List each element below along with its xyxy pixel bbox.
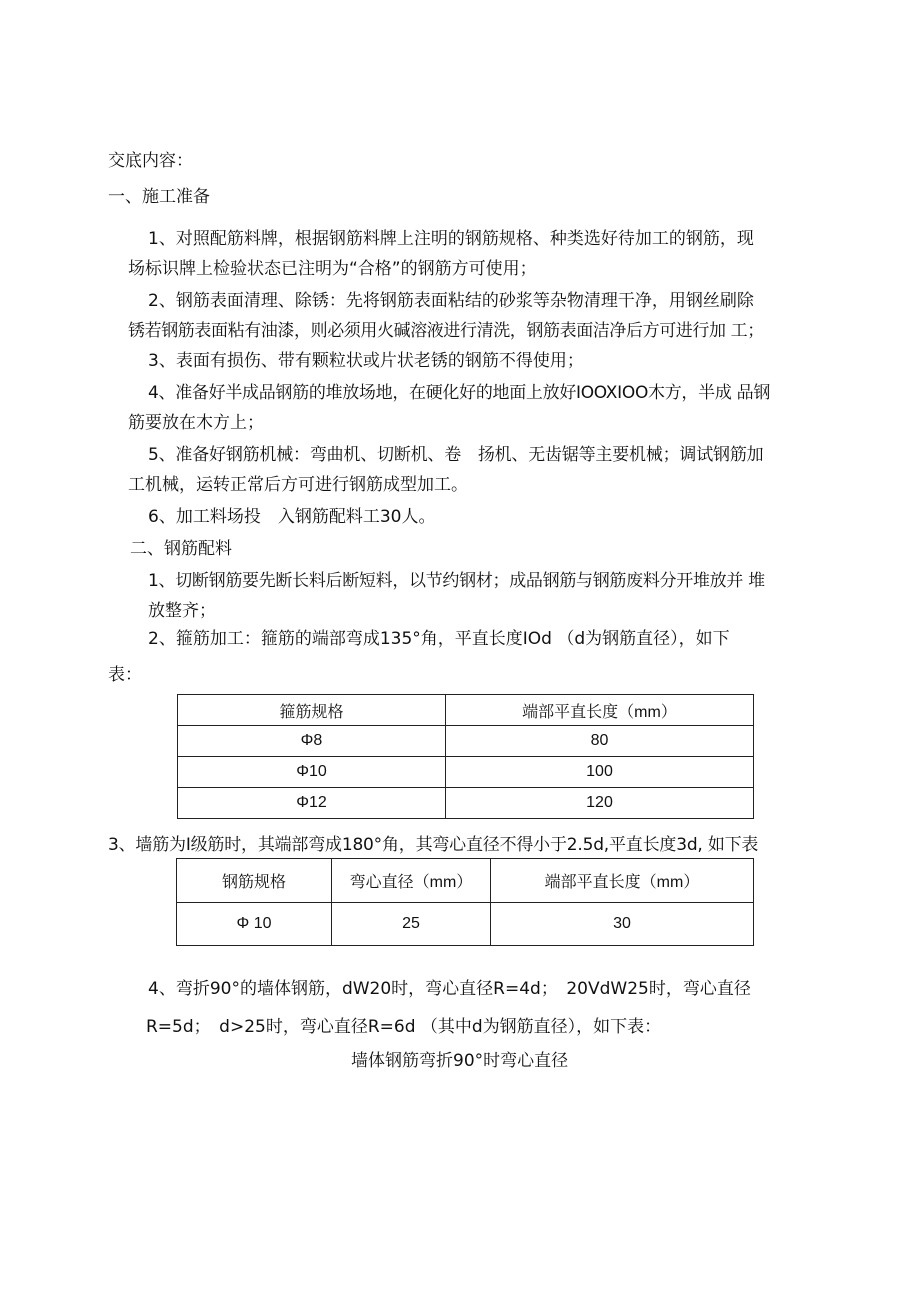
table-header-cell: 箍筋规格 [178,695,446,726]
table-header-cell: 钢筋规格 [177,859,332,903]
table-header-cell: 端部平直长度（mm） [491,859,754,903]
s1-item5-line1: 5、准备好钢筋机械：弯曲机、切断机、卷 扬机、无齿锯等主要机械；调试钢筋加 [148,445,764,465]
s1-item4-line1: 4、准备好半成品钢筋的堆放场地，在硬化好的地面上放好IOOXIOO木方，半成 品钢 [148,383,771,403]
s1-item1-line2: 场标识牌上检验状态已注明为“合格”的钢筋方可使用； [128,259,537,279]
table-cell: 30 [491,903,754,946]
s2-item1-line2: 放整齐； [148,601,216,621]
s1-item2-line2: 锈若钢筋表面粘有油漆，则必须用火碱溶液进行清洗，钢筋表面洁净后方可进行加 工； [128,321,764,341]
s1-item2-line1: 2、钢筋表面清理、除锈：先将钢筋表面粘结的砂浆等杂物清理干净，用钢丝刷除 [148,291,754,311]
table-row [177,903,754,946]
section-2-title: 二、钢筋配料 [130,539,232,559]
s2-item4-line1: 4、弯折90°的墙体钢筋，dW20时，弯心直径R=4d； 20VdW25时，弯心直径 [148,979,751,999]
wall-rebar-table [176,858,754,946]
table-cell: 25 [332,903,491,946]
table-row [178,757,754,788]
table3-caption: 墙体钢筋弯折90°时弯心直径 [351,1051,569,1071]
s1-item5-line2: 工机械，运转正常后方可进行钢筋成型加工。 [128,475,468,495]
stirrup-table [177,694,754,819]
table-cell: 80 [446,726,754,757]
s2-item2-line1: 2、箍筋加工：箍筋的端部弯成135°角，平直长度IOd （d为钢筋直径），如下 [148,629,730,649]
table-cell: Φ8 [178,726,446,757]
s2-item3: 3、墙筋为I级筋时，其端部弯成180°角，其弯心直径不得小于2.5d,平直长度3d, 如下表 [108,835,759,855]
s1-item3: 3、表面有损伤、带有颗粒状或片状老锈的钢筋不得使用； [148,351,584,371]
s1-item1-line1: 1、对照配筋料牌，根据钢筋料牌上注明的钢筋规格、种类选好待加工的钢筋，现 [148,229,754,249]
table-cell: Φ 10 [177,903,332,946]
table-header-cell: 弯心直径（mm） [332,859,491,903]
section-1-title: 一、施工准备 [108,187,210,207]
table-header-row [178,695,754,726]
intro-heading: 交底内容： [108,151,193,171]
table-header-cell: 端部平直长度（mm） [446,695,754,726]
s2-item2-line2: 表： [108,665,142,685]
s1-item6: 6、加工料场投 入钢筋配料工30人。 [148,507,436,527]
table-row [178,788,754,819]
s1-item4-line2: 筋要放在木方上； [128,413,264,433]
table-cell: Φ10 [178,757,446,788]
table-header-row [177,859,754,903]
s2-item1-line1: 1、切断钢筋要先断长料后断短料，以节约钢材；成品钢筋与钢筋废料分开堆放并 堆 [148,571,765,591]
table-cell: 120 [446,788,754,819]
table-cell: 100 [446,757,754,788]
table-cell: Φ12 [178,788,446,819]
table-row [178,726,754,757]
s2-item4-line2: R=5d； d>25时，弯心直径R=6d （其中d为钢筋直径），如下表： [146,1017,662,1037]
